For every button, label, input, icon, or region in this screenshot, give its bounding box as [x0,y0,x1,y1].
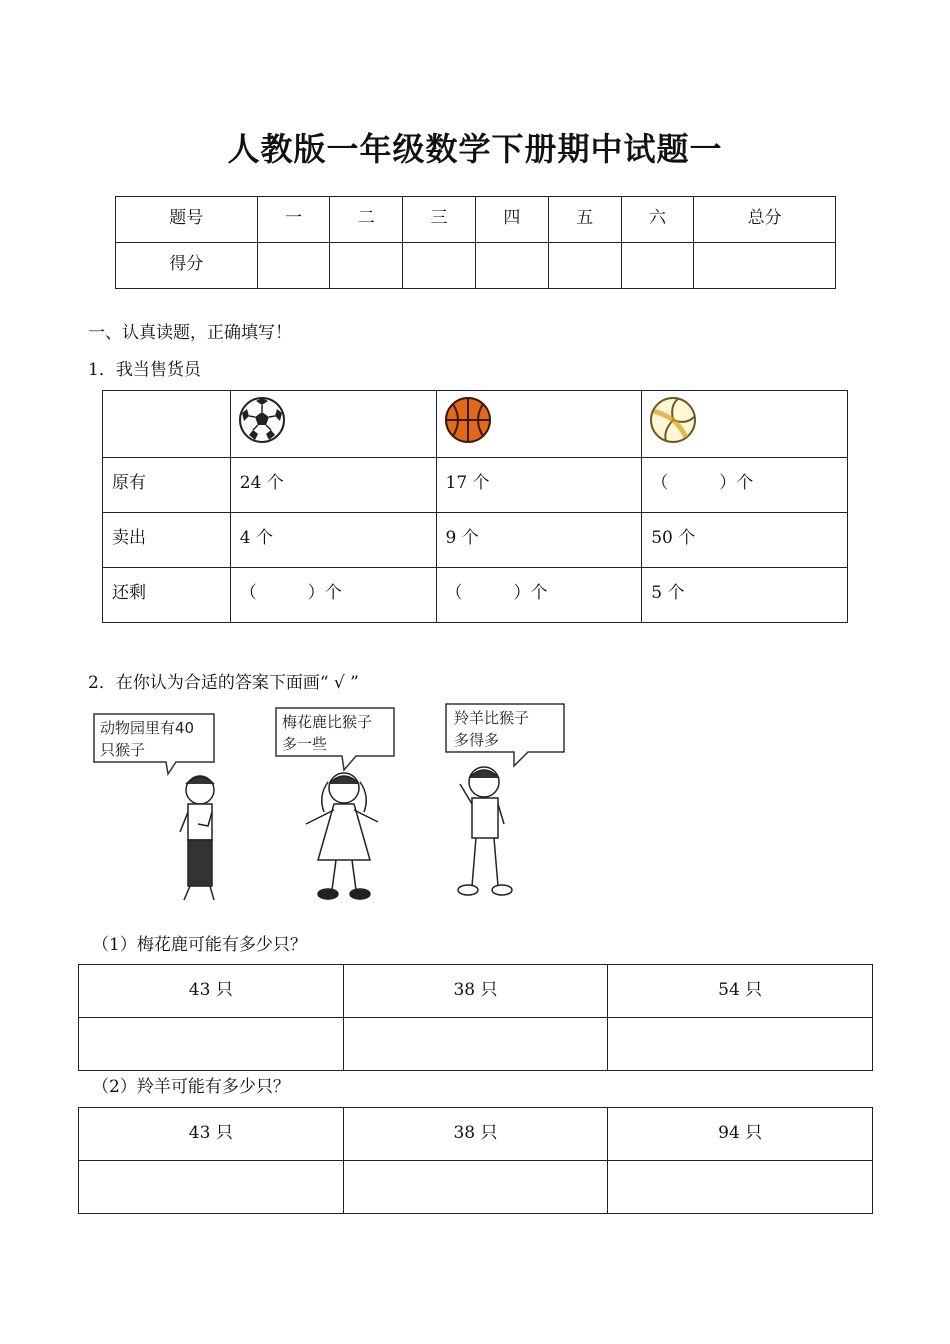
score-cell[interactable] [403,243,476,289]
deer-answer-table [78,964,873,1071]
sales-row [103,458,848,513]
sales-row [103,568,848,623]
option-row [79,965,873,1018]
volleyball-icon [648,395,698,445]
check-cell[interactable] [79,1018,344,1071]
check-cell[interactable] [343,1018,608,1071]
score-header-cell: 六 [621,197,694,243]
option-cell: 38 只 [343,965,608,1018]
check-cell[interactable] [79,1161,344,1214]
sales-cell: 50 个 [642,513,848,568]
sales-corner-cell [103,391,231,458]
score-header-row [116,197,836,243]
speech-bubble [276,708,394,770]
sales-row-label: 还剩 [103,568,231,623]
sales-cell: 4 个 [230,513,436,568]
score-cell[interactable] [257,243,330,289]
score-cell[interactable] [475,243,548,289]
section1-heading: 一、认真读题，正确填写！ [88,323,292,343]
score-header-cell: 二 [330,197,403,243]
sales-image-cell [230,391,436,458]
bubble-line: 只猴子 [100,741,146,759]
sales-row-label: 卖出 [103,513,231,568]
score-row [116,243,836,289]
score-cell[interactable] [548,243,621,289]
q2-label: 2．在你认为合适的答案下面画“ √ ” [88,673,359,693]
boy-figure [180,776,214,900]
q1-label: 1．我当售货员 [88,360,201,380]
score-header-cell: 一 [257,197,330,243]
boy-figure [458,767,512,895]
sales-row-label: 原有 [103,458,231,513]
girl-figure [306,773,378,899]
sales-cell: 24 个 [230,458,436,513]
speech-bubble [94,714,214,774]
sales-cell-blank[interactable]: （ ）个 [230,568,436,623]
sales-cell: 17 个 [436,458,642,513]
score-header-cell: 总分 [694,197,836,243]
bubble-line: 梅花鹿比猴子 [282,713,373,731]
score-cell[interactable] [330,243,403,289]
sales-cell-blank[interactable]: （ ）个 [642,458,848,513]
score-cell[interactable] [621,243,694,289]
score-header-cell: 五 [548,197,621,243]
sales-table [102,390,848,623]
score-header-cell: 题号 [116,197,258,243]
sales-image-cell [642,391,848,458]
basketball-icon [443,395,493,445]
check-row [79,1161,873,1214]
sales-image-row [103,391,848,458]
sales-row [103,513,848,568]
soccer-ball-icon [237,395,287,445]
check-row [79,1018,873,1071]
check-cell[interactable] [343,1161,608,1214]
score-table [115,196,836,289]
bubble-line: 多一些 [282,735,328,753]
check-cell[interactable] [608,1018,873,1071]
page-title: 人教版一年级数学下册期中试题一 [227,130,723,168]
score-header-cell: 三 [403,197,476,243]
check-cell[interactable] [608,1161,873,1214]
bubble-line: 动物园里有40 [100,719,195,737]
option-cell: 38 只 [343,1108,608,1161]
score-header-cell: 四 [475,197,548,243]
option-row [79,1108,873,1161]
bubble-line: 羚羊比猴子 [454,709,530,727]
bubble-line: 多得多 [454,731,500,749]
sales-image-cell [436,391,642,458]
score-cell[interactable] [694,243,836,289]
option-cell: 43 只 [79,1108,344,1161]
children-illustration [88,700,578,920]
score-row-label: 得分 [116,243,258,289]
option-cell: 43 只 [79,965,344,1018]
option-cell: 94 只 [608,1108,873,1161]
option-cell: 54 只 [608,965,873,1018]
sub1-label: （1）梅花鹿可能有多少只？ [92,935,307,955]
sales-cell-blank[interactable]: （ ）个 [436,568,642,623]
antelope-answer-table [78,1107,873,1214]
sales-cell: 9 个 [436,513,642,568]
sales-cell: 5 个 [642,568,848,623]
speech-bubble [446,704,564,766]
sub2-label: （2）羚羊可能有多少只？ [92,1077,290,1097]
